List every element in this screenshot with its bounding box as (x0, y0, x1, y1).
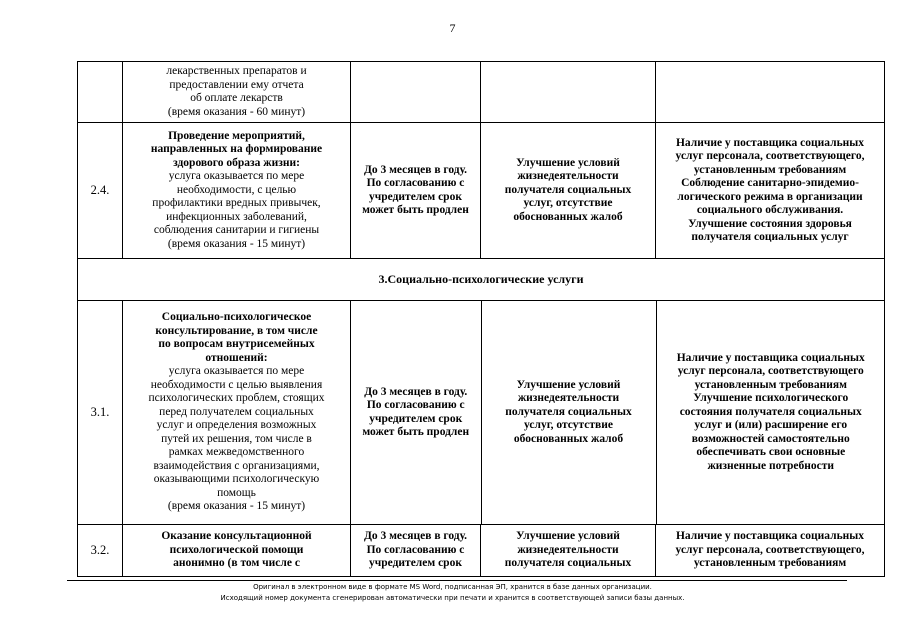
cell-line: установленным требованиям (693, 557, 847, 570)
cell-line: услуг и (или) расширение его (694, 419, 848, 432)
cell-line: (время оказания - 15 минут) (167, 500, 306, 513)
merged-cells (351, 301, 885, 525)
cell-line: по вопросам внутрисемейных (158, 338, 315, 351)
cell-line: рамках межведомственного (168, 446, 305, 459)
cell-line: Наличие у поставщика социальных (675, 136, 865, 149)
table-row (78, 301, 885, 525)
inner-table (351, 301, 885, 524)
service-name-cell (123, 525, 351, 577)
footer-note-1: Оригинал в электронном виде в формате MS Word, подписанная ЭП, хранится в базе данных организации. (253, 583, 652, 591)
cell-line: услуга оказывается по мере (168, 170, 305, 183)
service-name-cell (123, 62, 351, 123)
row-number-cell (78, 62, 123, 123)
result-cell (481, 525, 656, 577)
cell-line: Наличие у поставщика социальных (676, 351, 865, 364)
cell-line: До 3 месяцев в году. (363, 163, 468, 176)
cell-line: учредителем срок (369, 412, 463, 425)
cell-line: Улучшение условий (516, 530, 620, 543)
cell-line: Улучшение условий (516, 378, 621, 391)
table-row (78, 62, 885, 123)
table-row (78, 123, 885, 259)
cell-line: Улучшение состояния здоровья (688, 217, 852, 230)
cell-line: По согласованию с (366, 543, 465, 556)
cell-line: инфекционных заболеваний, (166, 210, 307, 223)
cell-line: учредителем срок (369, 190, 462, 203)
cell-line: До 3 месяцев в году. (364, 385, 468, 398)
cell-line: обоснованных жалоб (513, 210, 623, 223)
cell-line: Наличие у поставщика социальных (675, 530, 865, 543)
term-cell (351, 123, 481, 259)
cell-line: здорового образа жизни: (173, 156, 300, 169)
conditions-cell (656, 525, 885, 577)
term-cell (351, 62, 481, 123)
result-cell (481, 62, 656, 123)
cell-line: По согласованию с (366, 399, 465, 411)
footer-note-2: Исходящий номер документа сгенерирован автоматически при печати и хранится в соответствующей записи базы данных. (220, 594, 685, 602)
cell-line: услуг персонала, соответствующего (677, 365, 864, 378)
footer-divider (67, 580, 847, 581)
cell-line: получателя социальных (505, 405, 632, 418)
cell-line: путей их решения, том числе в (161, 432, 312, 445)
term-cell (351, 525, 481, 577)
cell-line: услуг, отсутствие (523, 197, 613, 210)
services-table (77, 61, 885, 577)
cell-line: анонимно (в том числе с (173, 557, 300, 570)
cell-line: обоснованных жалоб (513, 432, 624, 445)
cell-line: Соблюдение санитарно-эпидемио- (681, 177, 859, 189)
result-cell (481, 301, 656, 524)
service-name-cell (123, 123, 351, 259)
cell-line: профилактики вредных привычек, (152, 197, 321, 210)
cell-line: получателя социальных (504, 183, 632, 196)
cell-line: получателя социальных услуг (691, 231, 849, 243)
cell-line: направленных на формирование (150, 143, 323, 156)
cell-line: отношений: (205, 351, 268, 364)
row-number-cell: 3.1. (78, 301, 123, 525)
cell-line: перед получателем социальных (159, 405, 314, 418)
cell-line: необходимости, с целью (176, 183, 297, 196)
cell-line: услуг, отсутствие (524, 419, 613, 432)
cell-line: об оплате лекарств (190, 92, 283, 104)
cell-line: психологической помощи (169, 543, 304, 556)
cell-line: Улучшение психологического (693, 392, 849, 405)
cell-line: установленным требованиям (694, 378, 847, 391)
conditions-cell (656, 62, 885, 123)
cell-line: возможностей самостоятельно (691, 432, 850, 445)
cell-line: (время оказания - 60 минут) (167, 105, 306, 118)
cell-line: учредителем срок (369, 557, 462, 570)
page-number: 7 (449, 21, 456, 35)
cell-line: По согласованию с (366, 177, 465, 189)
term-cell (351, 301, 481, 524)
service-name-cell (123, 301, 351, 525)
cell-line: услуг и определения возможных (156, 419, 317, 432)
section-title: 3.Социально-психологические услуги (78, 259, 885, 301)
cell-line: помощь (217, 486, 256, 499)
cell-line: социального обслуживания. (696, 204, 844, 216)
row-number-cell: 3.2. (78, 525, 123, 577)
cell-line: услуга оказывается по мере (168, 365, 305, 378)
result-cell (481, 123, 656, 259)
cell-line: услуг персонала, соответствующего, (675, 543, 865, 556)
cell-line: оказывающими психологическую (153, 473, 320, 486)
cell-line: Проведение мероприятий, (168, 129, 305, 142)
cell-line: может быть продлен (362, 204, 469, 216)
cell-line: жизнедеятельности (517, 170, 619, 183)
cell-line: логического режима в организации (677, 190, 863, 203)
cell-line: Улучшение условий (516, 156, 620, 169)
cell-line: предоставлении ему отчета (169, 78, 304, 91)
cell-line: Социально-психологическое (161, 311, 312, 324)
cell-line: установленным требованиям (693, 163, 847, 176)
cell-line: услуг персонала, соответствующего, (675, 150, 865, 162)
cell-line: консультирование, в том числе (155, 324, 318, 337)
cell-line: До 3 месяцев в году. (363, 530, 468, 543)
cell-line: взаимодействия с организациями, (153, 459, 320, 472)
cell-line: обеспечивать свои основные (696, 446, 846, 459)
cell-line: (время оказания - 15 минут) (167, 237, 306, 250)
section-header-row (78, 259, 885, 301)
cell-line: может быть продлен (362, 426, 470, 438)
conditions-cell (656, 301, 885, 524)
cell-line: жизнедеятельности (517, 543, 619, 556)
cell-line: жизненные потребности (707, 459, 835, 472)
cell-line: психологических проблем, стоящих (148, 392, 325, 405)
cell-line: жизнедеятельности (517, 392, 620, 405)
cell-line: лекарственных препаратов и (166, 65, 307, 77)
cell-line: необходимости с целью выявления (150, 378, 323, 391)
cell-line: Оказание консультационной (161, 530, 312, 543)
cell-line: состояния получателя социальных (679, 405, 862, 418)
row-number-cell: 2.4. (78, 123, 123, 259)
cell-line: соблюдения санитарии и гигиены (153, 224, 320, 237)
table-row (78, 525, 885, 577)
conditions-cell (656, 123, 885, 259)
cell-line: получателя социальных (504, 557, 632, 570)
